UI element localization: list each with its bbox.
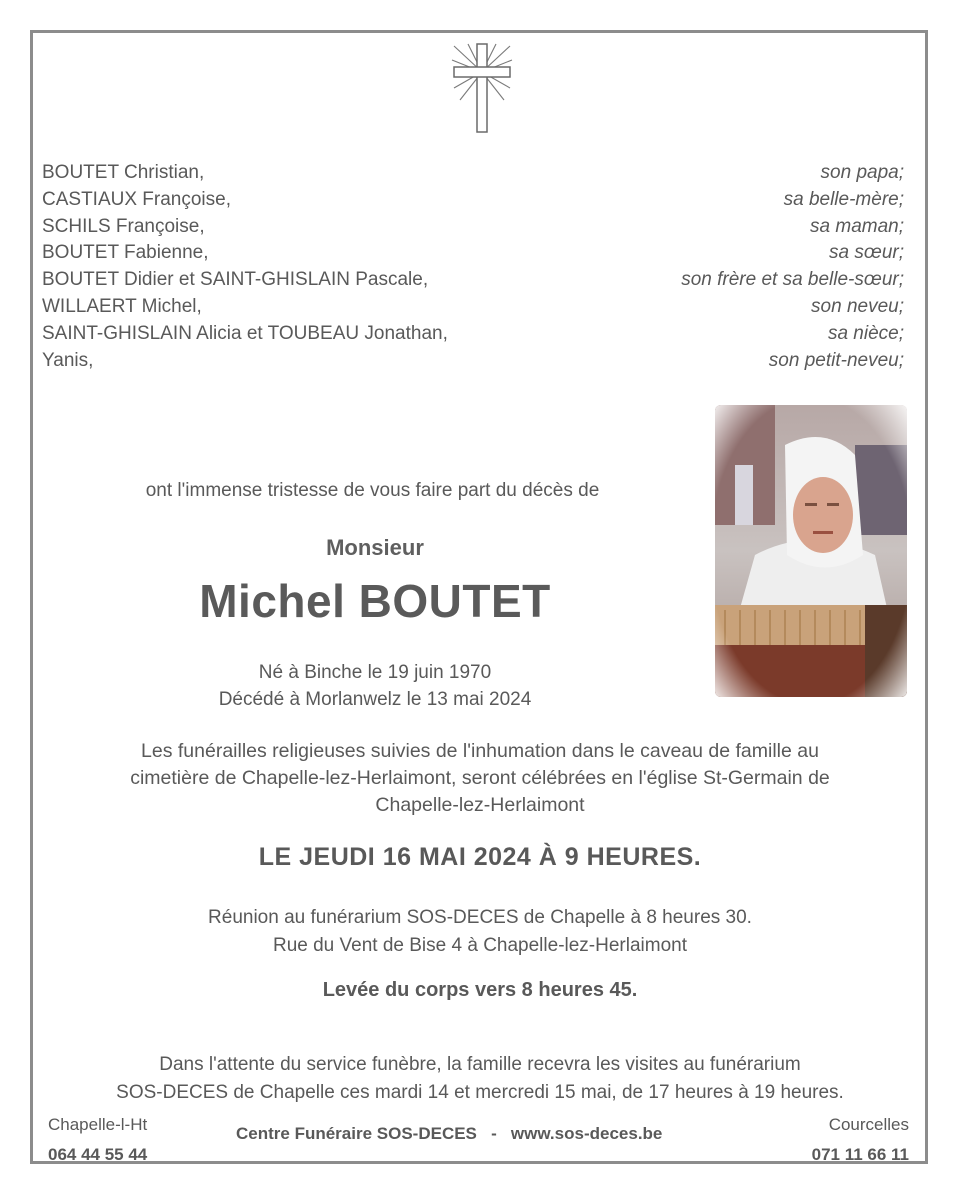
- visits-details: [40, 1051, 920, 1107]
- family-member-name: BOUTET Didier et SAINT-GHISLAIN Pascale,: [42, 269, 429, 291]
- family-member-relation: son frère et sa belle-sœur;: [681, 269, 904, 291]
- family-member-name: BOUTET Christian,: [42, 162, 205, 183]
- funeral-line: cimetière de Chapelle-lez-Herlaimont, seront célébrées en l'église St-Germain de: [130, 767, 830, 789]
- family-member-relation: sa sœur;: [829, 242, 904, 264]
- funeral-details: [40, 738, 920, 819]
- honorific: Monsieur: [326, 535, 424, 560]
- levee-time: Levée du corps vers 8 heures 45.: [322, 979, 638, 1001]
- footer-right-city: Courcelles: [828, 1115, 909, 1134]
- reunion-details: [40, 904, 920, 960]
- family-list: [42, 160, 904, 374]
- footer-left: [48, 1110, 147, 1170]
- footer-left-city: Chapelle-l-Ht: [48, 1115, 148, 1134]
- family-member-relation: sa nièce;: [827, 322, 904, 344]
- funeral-line: Chapelle-lez-Herlaimont: [375, 794, 585, 816]
- family-member-relation: sa belle-mère;: [783, 188, 904, 210]
- ceremony-date: LE JEUDI 16 MAI 2024 À 9 HEURES.: [258, 843, 702, 871]
- footer-right-phone: 071 11 66 11: [811, 1145, 909, 1164]
- family-member-name: CASTIAUX Françoise,: [42, 188, 231, 210]
- family-row: [42, 321, 904, 348]
- funeral-line: Les funérailles religieuses suivies de l'inhumation dans le caveau de famille au: [141, 740, 819, 762]
- family-member-name: SAINT-GHISLAIN Alicia et TOUBEAU Jonathan,: [42, 322, 448, 344]
- visits-line: SOS-DECES de Chapelle ces mardi 14 et mercredi 15 mai, de 17 heures à 19 heures.: [116, 1082, 844, 1103]
- family-row: [42, 267, 904, 294]
- family-row: [42, 187, 904, 214]
- deceased-name: Michel BOUTET: [199, 575, 551, 627]
- death-line: Décédé à Morlanwelz le 13 mai 2024: [218, 689, 532, 710]
- family-member-relation: sa maman;: [810, 215, 904, 237]
- visits-line: Dans l'attente du service funèbre, la famille recevra les visites au funérarium: [159, 1054, 801, 1075]
- family-member-name: BOUTET Fabienne,: [42, 242, 209, 264]
- family-row: [42, 214, 904, 241]
- family-member-relation: son neveu;: [811, 295, 904, 317]
- family-member-name: SCHILS Françoise,: [42, 215, 205, 237]
- family-row: [42, 348, 904, 375]
- reunion-line: Réunion au funérarium SOS-DECES de Chapelle à 8 heures 30.: [208, 907, 752, 928]
- family-row: [42, 240, 904, 267]
- family-row: [42, 160, 904, 187]
- birth-line: Né à Binche le 19 juin 1970: [258, 662, 492, 683]
- life-dates: [0, 659, 750, 713]
- footer-center: Centre Funéraire SOS-DECES - www.sos-deces.be: [236, 1124, 663, 1143]
- family-member-relation: son papa;: [820, 162, 904, 183]
- family-member-name: Yanis,: [42, 349, 94, 371]
- announcement-intro: ont l'immense tristesse de vous faire part du décès de: [145, 480, 600, 501]
- footer-left-phone: 064 44 55 44: [48, 1145, 148, 1164]
- radiant-cross-icon: [450, 42, 514, 134]
- footer-right: [812, 1110, 909, 1170]
- family-row: [42, 294, 904, 321]
- family-member-relation: son petit-neveu;: [768, 349, 904, 371]
- reunion-line: Rue du Vent de Bise 4 à Chapelle-lez-Herlaimont: [272, 935, 687, 956]
- family-member-name: WILLAERT Michel,: [42, 295, 202, 317]
